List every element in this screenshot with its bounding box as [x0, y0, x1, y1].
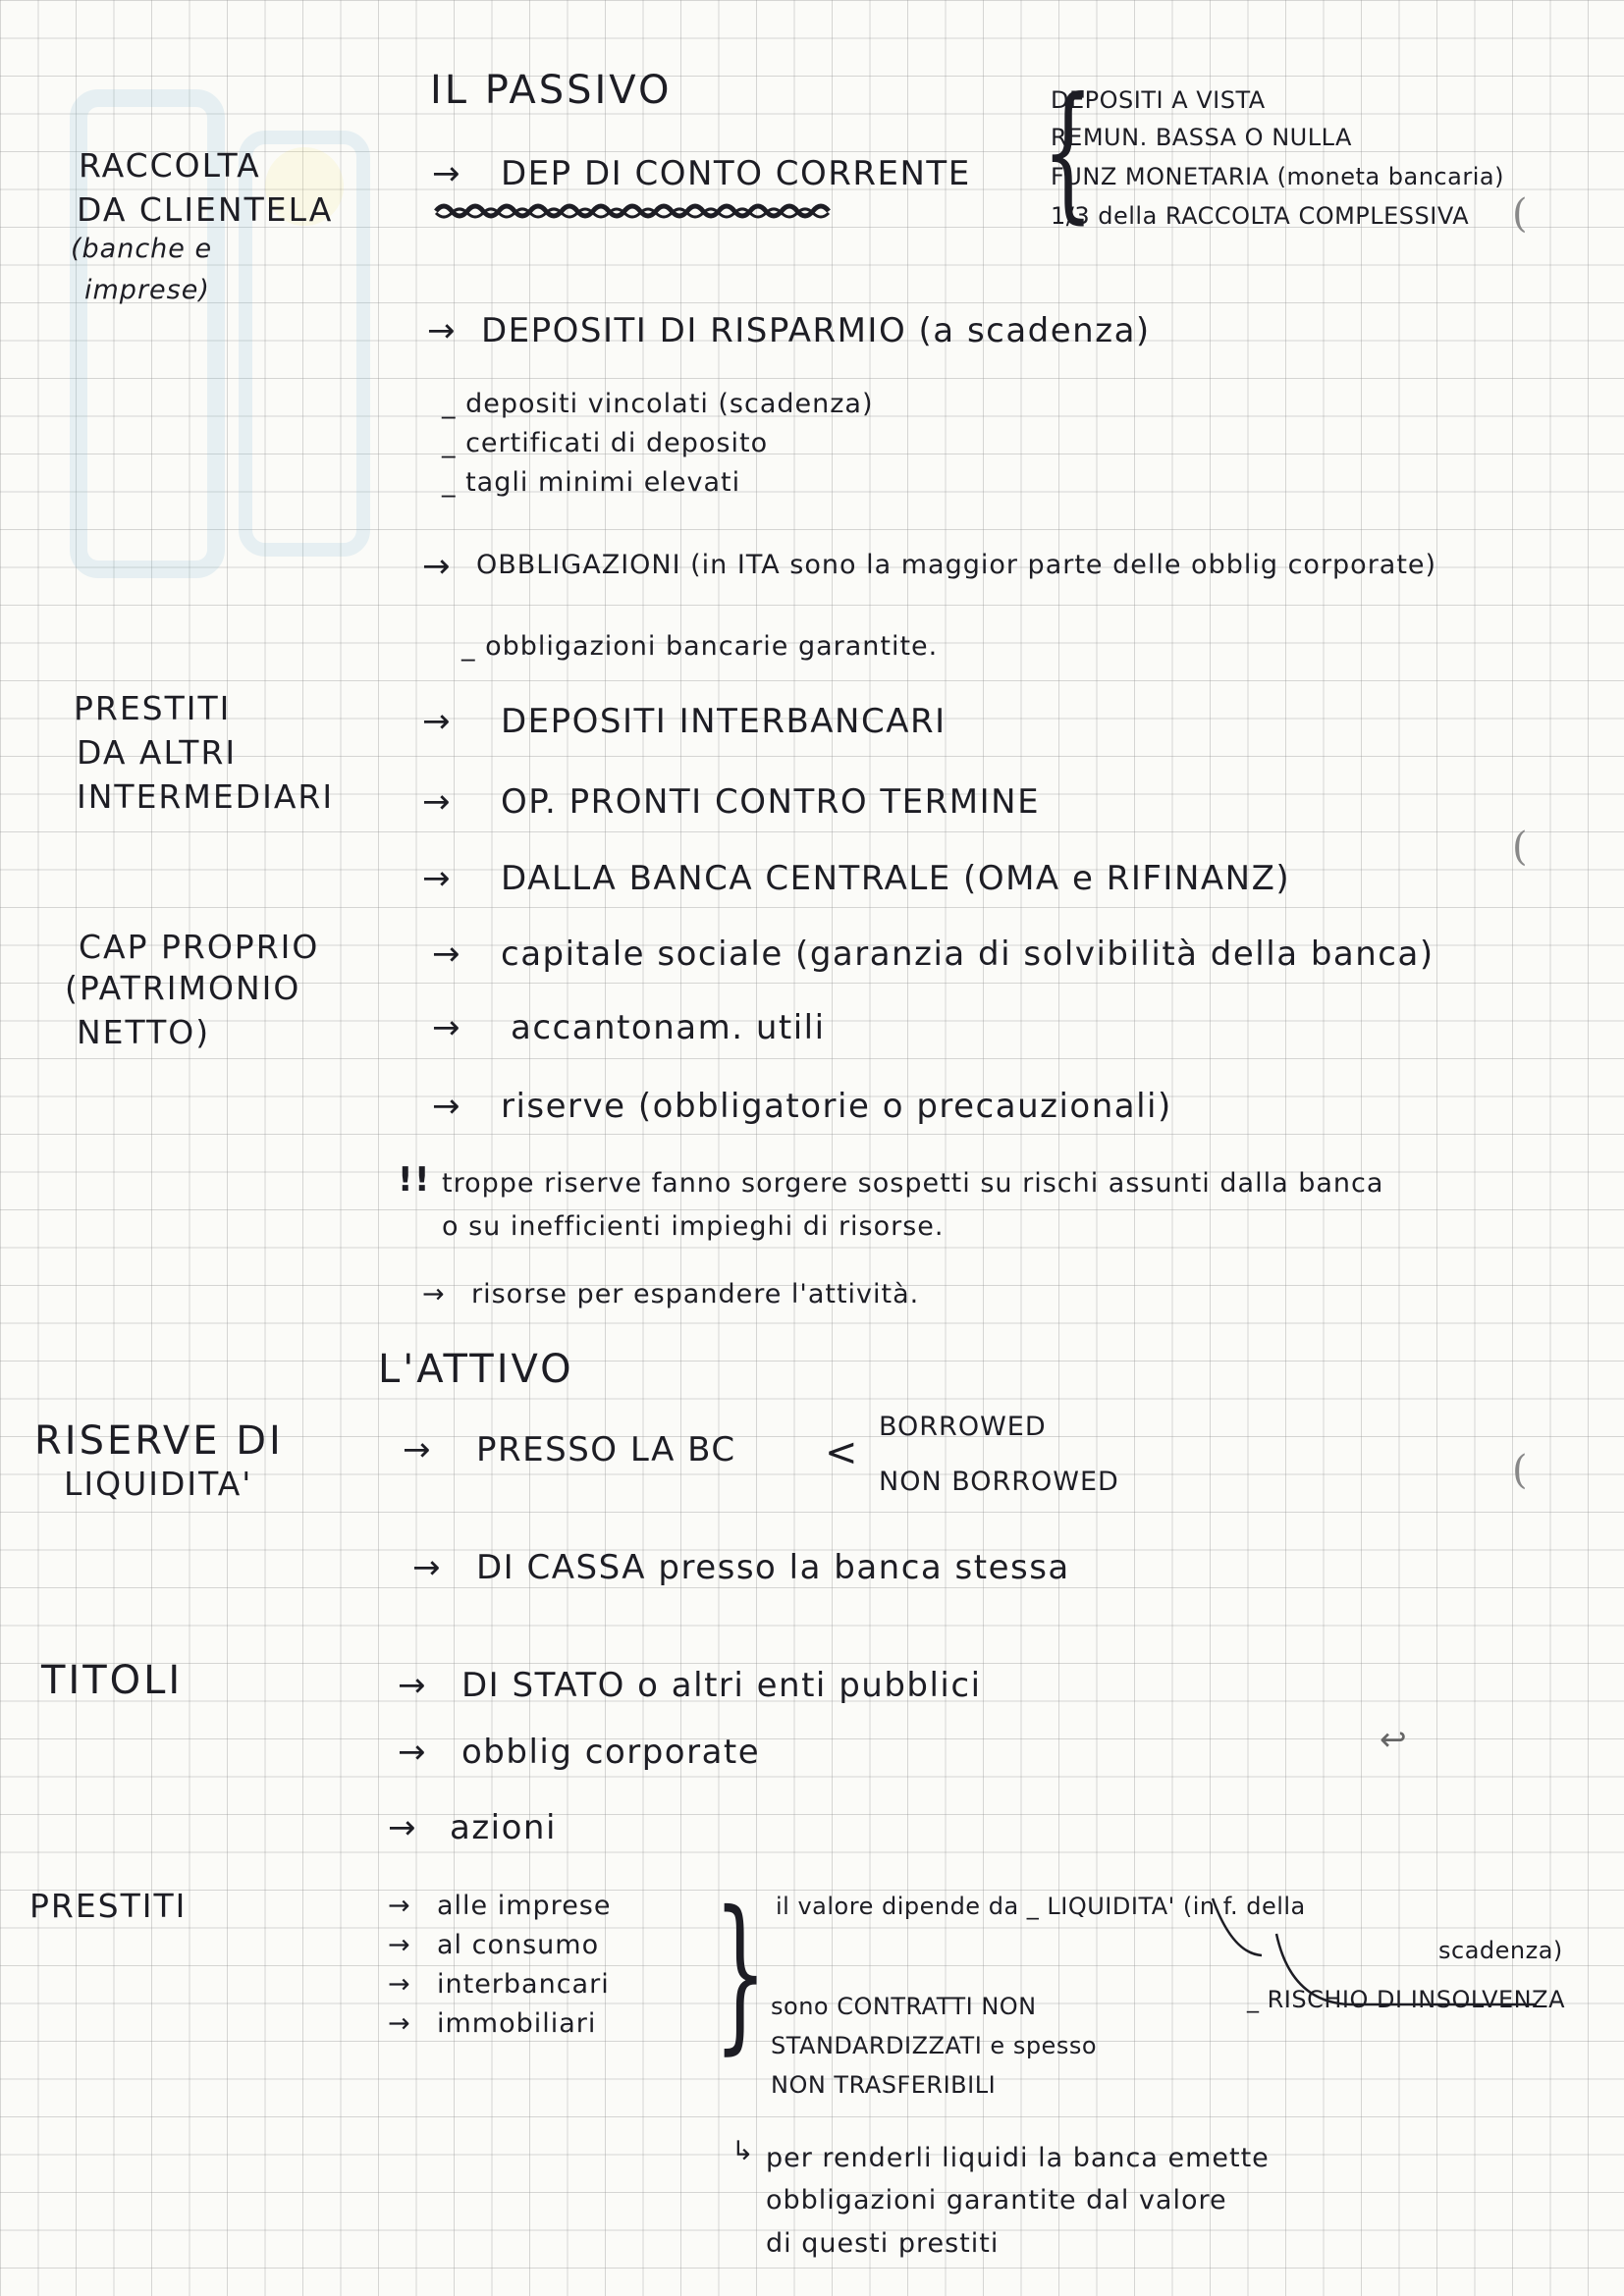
arrow-icon: →	[432, 934, 461, 974]
capitale-note: risorse per espandere l'attività.	[471, 1279, 920, 1309]
arrow-icon: →	[432, 154, 461, 193]
capitale-label-3: NETTO)	[77, 1013, 211, 1051]
tick-mark-icon: ↩	[1380, 1720, 1409, 1758]
arrow-icon: →	[422, 782, 452, 822]
prestiti-attivo-item-2: al consumo	[437, 1930, 600, 1960]
titoli-label: TITOLI	[41, 1658, 184, 1703]
prestiti-item-1: DEPOSITI INTERBANCARI	[501, 702, 947, 741]
raccolta-label-1: RACCOLTA	[79, 146, 261, 185]
obbligazioni: OBBLIGAZIONI (in ITA sono la maggior parte delle obblig corporate)	[476, 550, 1437, 580]
cc-note-4: 1/3 della RACCOLTA COMPLESSIVA	[1051, 202, 1470, 230]
depositi-risparmio: DEPOSITI DI RISPARMIO (a scadenza)	[481, 311, 1151, 350]
cc-note-2: REMUN. BASSA O NULLA	[1051, 124, 1352, 151]
riserve-label-2: LIQUIDITA'	[64, 1465, 253, 1503]
arrow-icon: →	[422, 702, 452, 741]
arrow-icon: →	[388, 1930, 411, 1960]
arrow-icon: →	[403, 1430, 432, 1469]
arrow-icon: →	[398, 1666, 427, 1705]
warning-line-2: o su inefficienti impieghi di risorse.	[442, 1211, 945, 1242]
bc-option-borrowed: BORROWED	[879, 1412, 1047, 1442]
contratti-line-1: sono CONTRATTI NON	[771, 1993, 1037, 2020]
arrow-icon: →	[388, 2008, 411, 2039]
contratti-line-2: STANDARDIZZATI e spesso	[771, 2032, 1098, 2059]
raccolta-label-4: imprese)	[84, 275, 210, 305]
prestiti-item-3: DALLA BANCA CENTRALE (OMA e RIFINANZ)	[501, 859, 1291, 898]
closing-brace-icon: }	[714, 1876, 768, 2070]
raccolta-label-2: DA CLIENTELA	[77, 190, 334, 229]
note-line-2: obbligazioni garantite dal valore	[766, 2185, 1227, 2216]
arrow-icon: →	[427, 311, 457, 350]
di-cassa: DI CASSA presso la banca stessa	[476, 1548, 1070, 1587]
titoli-item-1: DI STATO o altri enti pubblici	[461, 1666, 982, 1705]
prestiti-valore: il valore dipende da _ LIQUIDITA' (in f. della	[776, 1893, 1306, 1920]
risparmio-item-1: _ depositi vincolati (scadenza)	[442, 389, 874, 419]
cc-note-1: DEPOSITI A VISTA	[1051, 86, 1266, 114]
arrow-icon: →	[388, 1891, 411, 1921]
arrow-icon: →	[422, 859, 452, 898]
margin-mark-icon: (	[1512, 1448, 1528, 1493]
note-line-3: di questi prestiti	[766, 2228, 1000, 2259]
arrow-icon: →	[412, 1548, 442, 1587]
arrow-icon: →	[388, 1969, 411, 2000]
presso-bc: PRESSO LA BC	[476, 1430, 736, 1469]
riserve-label-1: RISERVE DI	[34, 1418, 284, 1464]
warning-icon: !!	[398, 1160, 432, 1200]
arrow-icon: →	[398, 1733, 427, 1772]
prestiti-attivo-item-4: immobiliari	[437, 2008, 597, 2039]
risparmio-item-2: _ certificati di deposito	[442, 428, 769, 458]
brace-icon: {	[1042, 67, 1094, 238]
raccolta-label-3: (banche e	[71, 234, 213, 264]
capitale-item-2: accantonam. utili	[511, 1008, 826, 1047]
bc-option-non-borrowed: NON BORROWED	[879, 1467, 1119, 1497]
hook-arrow-icon: ↳	[731, 2136, 755, 2166]
capitale-item-1: capitale sociale (garanzia di solvibilità della banca)	[501, 934, 1435, 974]
note-line-1: per renderli liquidi la banca emette	[766, 2143, 1270, 2173]
warning-line-1: troppe riserve fanno sorgere sospetti su rischi assunti dalla banca	[442, 1168, 1384, 1199]
capitale-label-1: CAP PROPRIO	[79, 928, 320, 966]
less-than-brace-icon: <	[825, 1430, 861, 1475]
arrow-icon: →	[388, 1808, 417, 1847]
prestiti-label-3: INTERMEDIARI	[77, 777, 335, 816]
prestiti-rischio: _ RISCHIO DI INSOLVENZA	[1247, 1986, 1565, 2013]
arrow-icon: →	[422, 1279, 446, 1309]
scribble-crossout-icon	[432, 199, 844, 223]
prestiti-item-2: OP. PRONTI CONTRO TERMINE	[501, 782, 1041, 822]
prestiti-label-1: PRESTITI	[74, 689, 232, 727]
titoli-item-3: azioni	[450, 1808, 557, 1847]
capitale-item-3: riserve (obbligatorie o precauzionali)	[501, 1087, 1172, 1126]
prestiti-valore-cont: scadenza)	[1438, 1937, 1563, 1964]
margin-mark-icon: (	[1512, 191, 1528, 237]
attivo-title: L'ATTIVO	[378, 1347, 574, 1392]
arrow-icon: →	[432, 1008, 461, 1047]
cc-note-3: FUNZ MONETARIA (moneta bancaria)	[1051, 163, 1504, 190]
passivo-title: IL PASSIVO	[430, 68, 673, 113]
prestiti-attivo-label: PRESTITI	[29, 1887, 188, 1925]
risparmio-item-3: _ tagli minimi elevati	[442, 467, 741, 498]
contratti-line-3: NON TRASFERIBILI	[771, 2071, 997, 2099]
capitale-label-2: (PATRIMONIO	[65, 969, 301, 1007]
prestiti-label-2: DA ALTRI	[77, 733, 238, 772]
titoli-item-2: obblig corporate	[461, 1733, 761, 1772]
arrow-icon: →	[422, 547, 452, 586]
prestiti-attivo-item-3: interbancari	[437, 1969, 610, 2000]
arrow-icon: →	[432, 1087, 461, 1126]
obbligazioni-item: _ obbligazioni bancarie garantite.	[461, 631, 939, 662]
margin-mark-icon: (	[1512, 825, 1528, 870]
conto-corrente: DEP DI CONTO CORRENTE	[501, 154, 971, 193]
prestiti-attivo-item-1: alle imprese	[437, 1891, 612, 1921]
